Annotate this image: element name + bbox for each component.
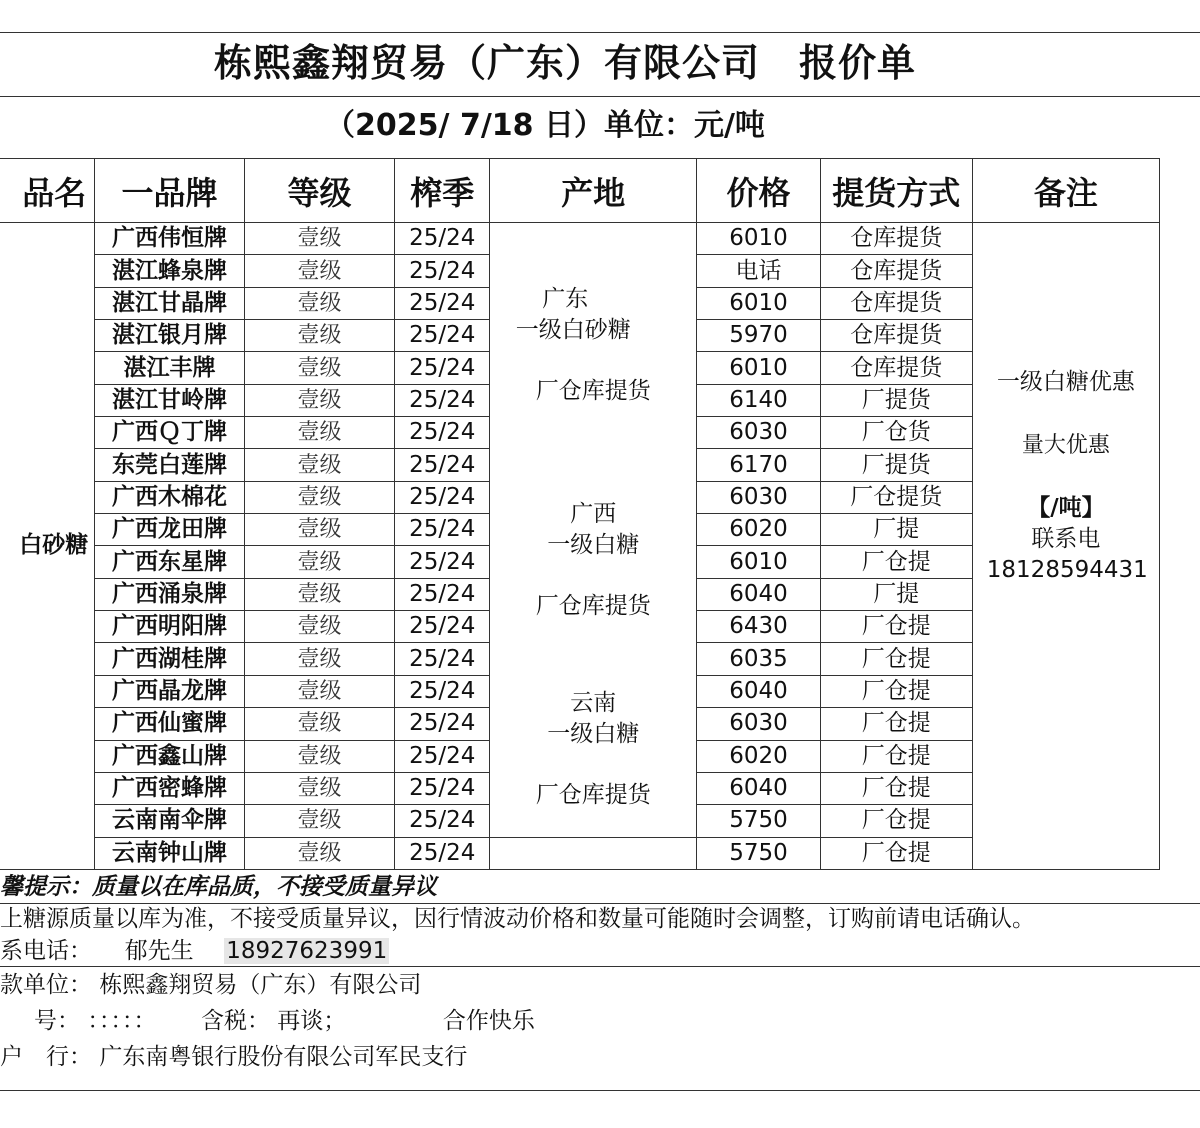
region-pickup: 厂仓库提货	[535, 378, 651, 404]
price-cell: 6020	[697, 740, 820, 772]
brand-cell: 广西明阳牌	[95, 611, 245, 643]
contact-name: 郁先生	[124, 938, 194, 964]
pickup-cell: 仓库提货	[820, 320, 972, 352]
pickup-cell: 厂提	[820, 514, 972, 546]
account-line	[34, 1006, 535, 1036]
price-cell: 6140	[697, 384, 820, 416]
warm-tip: 馨提示：质量以在库品质，不接受质量异议	[0, 874, 437, 900]
contact-label: 系电话：	[0, 938, 92, 964]
table-body	[0, 223, 1160, 870]
region-pickup: 厂仓库提货	[535, 593, 651, 619]
pickup-cell: 厂仓提	[820, 837, 972, 869]
price-cell: 6020	[697, 514, 820, 546]
pickup-cell: 厂仓提	[820, 708, 972, 740]
season-cell: 25/24	[395, 805, 490, 837]
season-cell: 25/24	[395, 708, 490, 740]
brand-cell: 广西龙田牌	[95, 514, 245, 546]
grade-cell: 壹级	[244, 417, 394, 449]
brand-cell: 湛江丰牌	[95, 352, 245, 384]
season-cell: 25/24	[395, 223, 490, 255]
brand-cell: 广西Ｑ丁牌	[95, 417, 245, 449]
pickup-cell: 厂仓提	[820, 805, 972, 837]
date-unit-line: （2025/ 7/18 日）单位：元/吨	[325, 108, 765, 143]
price-cell: 6010	[697, 223, 820, 255]
origin-region-list	[490, 223, 696, 811]
pickup-cell: 厂仓提	[820, 546, 972, 578]
col-header-remarks: 备注	[972, 159, 1159, 223]
price-cell: 6030	[697, 708, 820, 740]
season-cell: 25/24	[395, 384, 490, 416]
grade-cell: 壹级	[244, 578, 394, 610]
brand-cell: 湛江蜂泉牌	[95, 255, 245, 287]
grade-cell: 壹级	[244, 223, 394, 255]
grade-cell: 壹级	[244, 352, 394, 384]
pickup-cell: 厂仓提	[820, 772, 972, 804]
bottom-rule	[0, 1090, 1200, 1091]
region-name: 云南	[570, 690, 617, 716]
payee-line	[0, 970, 421, 1000]
price-cell: 5750	[697, 805, 820, 837]
season-cell: 25/24	[395, 352, 490, 384]
pickup-cell: 厂仓提	[820, 643, 972, 675]
price-cell: 6030	[697, 417, 820, 449]
price-cell: 5970	[697, 320, 820, 352]
origin-cell-empty	[490, 837, 697, 869]
grade-cell: 壹级	[244, 481, 394, 513]
grade-cell: 壹级	[244, 675, 394, 707]
season-cell: 25/24	[395, 643, 490, 675]
remarks-cell	[972, 223, 1159, 870]
payee-name: 栋熙鑫翔贸易（广东）有限公司	[99, 972, 422, 998]
brand-cell: 广西鑫山牌	[95, 740, 245, 772]
remarks-phone: 18128594431	[986, 557, 1148, 583]
brand-cell: 广西木棉花	[95, 481, 245, 513]
brand-cell: 湛江银月牌	[95, 320, 245, 352]
remarks-line: 联系电	[1031, 526, 1101, 552]
region-name: 广东	[542, 286, 589, 312]
price-cell: 6010	[697, 287, 820, 319]
season-cell: 25/24	[395, 611, 490, 643]
region-pickup: 厂仓库提货	[535, 782, 651, 808]
season-cell: 25/24	[395, 578, 490, 610]
title-rule	[0, 96, 1200, 97]
grade-cell: 壹级	[244, 287, 394, 319]
origin-cell	[490, 223, 697, 838]
pickup-cell: 厂提货	[820, 384, 972, 416]
price-cell: 电话	[697, 255, 820, 287]
season-cell: 25/24	[395, 675, 490, 707]
price-cell: 6040	[697, 578, 820, 610]
col-header-origin: 产地	[490, 159, 697, 223]
pickup-cell: 厂仓提	[820, 611, 972, 643]
price-cell: 6010	[697, 546, 820, 578]
contact-phone[interactable]: 18927623991	[226, 938, 388, 964]
brand-cell: 广西晶龙牌	[95, 675, 245, 707]
bank-name: 广东南粤银行股份有限公司军民支行	[99, 1044, 468, 1070]
payee-label: 款单位：	[0, 972, 92, 998]
grade-cell: 壹级	[244, 514, 394, 546]
grade-cell: 壹级	[244, 740, 394, 772]
brand-cell: 广西密蜂牌	[95, 772, 245, 804]
price-cell: 6170	[697, 449, 820, 481]
tax-label: 含税：	[200, 1008, 270, 1034]
col-header-product: 品名	[0, 159, 95, 223]
account-label: 号：	[34, 1008, 80, 1034]
header-row	[0, 159, 1160, 223]
price-cell: 6035	[697, 643, 820, 675]
col-header-price: 价格	[697, 159, 820, 223]
region-type: 一级白糖	[547, 721, 640, 747]
pickup-cell: 仓库提货	[820, 223, 972, 255]
quality-note: 上糖源质量以库为准，不接受质量异议，因行情波动价格和数量可能随时会调整，订购前请电话确认。	[0, 906, 1035, 932]
season-cell: 25/24	[395, 837, 490, 869]
motto: 合作快乐	[442, 1008, 535, 1034]
price-cell: 6430	[697, 611, 820, 643]
contact-line	[0, 936, 389, 966]
grade-cell: 壹级	[244, 643, 394, 675]
pickup-cell: 厂仓提	[820, 740, 972, 772]
brand-cell: 云南南伞牌	[95, 805, 245, 837]
brand-cell: 广西仙蜜牌	[95, 708, 245, 740]
grade-cell: 壹级	[244, 837, 394, 869]
season-cell: 25/24	[395, 546, 490, 578]
grade-cell: 壹级	[244, 805, 394, 837]
season-cell: 25/24	[395, 255, 490, 287]
region-type: 一级白砂糖	[515, 317, 631, 343]
tax-value: 再谈；	[277, 1008, 347, 1034]
pickup-cell: 厂仓提货	[820, 481, 972, 513]
season-cell: 25/24	[395, 514, 490, 546]
season-cell: 25/24	[395, 417, 490, 449]
bank-line	[0, 1042, 467, 1072]
bank-label: 户 行：	[0, 1044, 92, 1070]
season-cell: 25/24	[395, 320, 490, 352]
season-cell: 25/24	[395, 287, 490, 319]
pickup-cell: 仓库提货	[820, 255, 972, 287]
season-cell: 25/24	[395, 481, 490, 513]
grade-cell: 壹级	[244, 546, 394, 578]
pickup-cell: 厂提货	[820, 449, 972, 481]
grade-cell: 壹级	[244, 449, 394, 481]
footer-rule	[0, 966, 1200, 967]
grade-cell: 壹级	[244, 611, 394, 643]
pickup-cell: 厂提	[820, 578, 972, 610]
grade-cell: 壹级	[244, 255, 394, 287]
col-header-season: 榨季	[395, 159, 490, 223]
remarks-line: 量大优惠	[1021, 433, 1110, 458]
price-cell: 5750	[697, 837, 820, 869]
pickup-cell: 厂仓货	[820, 417, 972, 449]
pickup-cell: 厂仓提	[820, 675, 972, 707]
price-cell: 6010	[697, 352, 820, 384]
remarks-line: 一级白糖优惠	[996, 369, 1135, 395]
col-header-pickup: 提货方式	[820, 159, 972, 223]
brand-cell: 湛江甘晶牌	[95, 287, 245, 319]
top-rule	[0, 32, 1200, 33]
grade-cell: 壹级	[244, 320, 394, 352]
region-name: 广西	[570, 501, 617, 527]
price-cell: 6040	[697, 675, 820, 707]
season-cell: 25/24	[395, 449, 490, 481]
table-row	[0, 223, 1160, 255]
season-cell: 25/24	[395, 772, 490, 804]
remarks-line: 【/吨】	[1027, 495, 1105, 521]
grade-cell: 壹级	[244, 708, 394, 740]
pickup-cell: 仓库提货	[820, 352, 972, 384]
price-cell: 6040	[697, 772, 820, 804]
col-header-brand: 一品牌	[95, 159, 245, 223]
brand-cell: 湛江甘岭牌	[95, 384, 245, 416]
region-type: 一级白糖	[547, 532, 640, 558]
page-title: 栋熙鑫翔贸易（广东）有限公司 报价单	[213, 41, 916, 85]
product-name: 白砂糖	[19, 532, 89, 559]
pickup-cell: 仓库提货	[820, 287, 972, 319]
quote-table	[0, 158, 1160, 870]
brand-cell: 东莞白莲牌	[95, 449, 245, 481]
product-name-cell	[0, 223, 95, 870]
account-value: ：：：：：	[87, 1008, 157, 1034]
grade-cell: 壹级	[244, 772, 394, 804]
brand-cell: 广西湖桂牌	[95, 643, 245, 675]
grade-cell: 壹级	[244, 384, 394, 416]
col-header-grade: 等级	[244, 159, 394, 223]
brand-cell: 云南钟山牌	[95, 837, 245, 869]
price-cell: 6030	[697, 481, 820, 513]
season-cell: 25/24	[395, 740, 490, 772]
brand-cell: 广西东星牌	[95, 546, 245, 578]
brand-cell: 广西伟恒牌	[95, 223, 245, 255]
brand-cell: 广西涌泉牌	[95, 578, 245, 610]
